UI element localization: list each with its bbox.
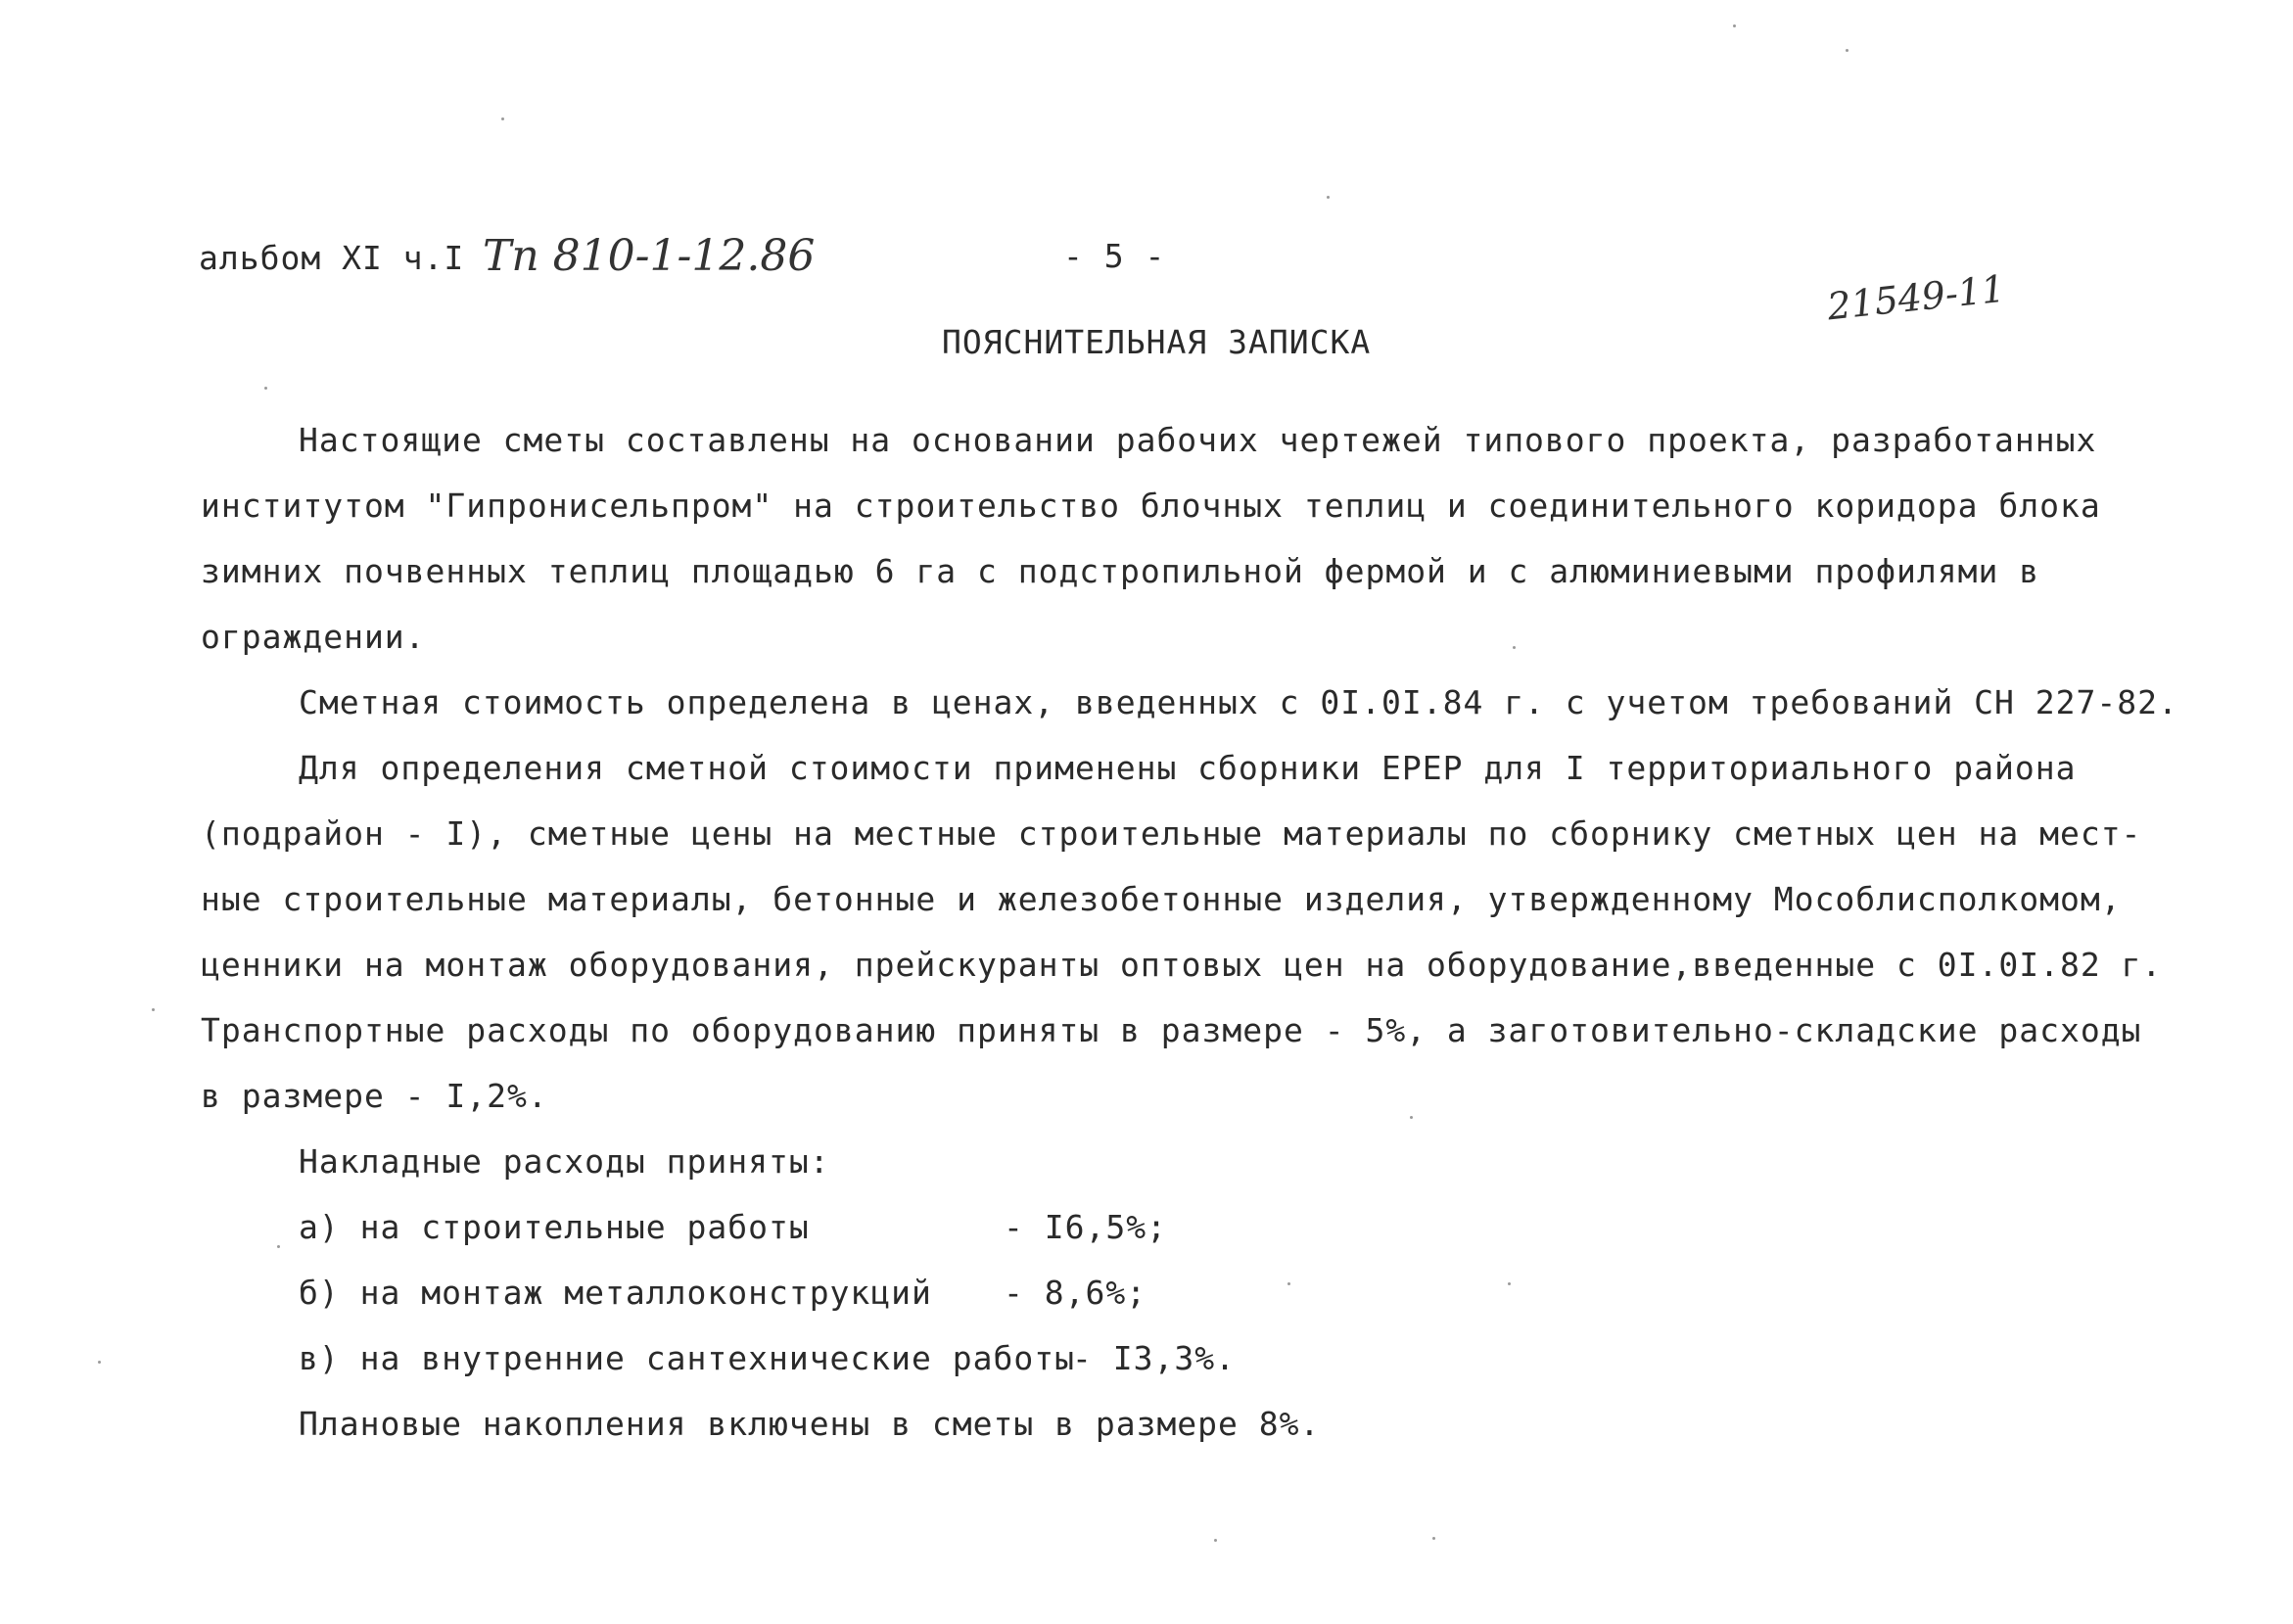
overhead-title: Накладные расходы приняты: (299, 1142, 830, 1181)
paragraph-1-line-1: Настоящие сметы составлены на основании рабочих чертежей типового проекта, разработанных (299, 421, 2097, 459)
scan-speck (1733, 24, 1736, 27)
paragraph-3-line-3: ные строительные материалы, бетонные и железобетонные изделия, утвержденному Мособлисполкомом, (201, 880, 2122, 918)
scan-speck (1846, 49, 1848, 52)
page-number: - 5 - (1063, 237, 1166, 275)
scan-speck (1214, 1539, 1217, 1542)
scan-speck (1287, 1282, 1290, 1285)
paragraph-3-line-4: ценники на монтаж оборудования, прейскуранты оптовых цен на оборудование,введенные с 0I.0I.82 г. (201, 946, 2163, 984)
overhead-item-b-label: б) на монтаж металлоконструкций (299, 1274, 932, 1312)
scan-speck (264, 387, 267, 390)
scan-speck (1327, 196, 1330, 199)
paragraph-1-line-2: институтом "Гипронисельпром" на строительство блочных теплиц и соединительного коридора блока (201, 487, 2101, 525)
scan-speck (1508, 1282, 1511, 1285)
overhead-item-a-label: а) на строительные работы (299, 1208, 810, 1246)
planned-savings-line: Плановые накопления включены в сметы в размере 8%. (299, 1405, 1321, 1443)
registration-number: 21549-11 (1825, 266, 2007, 329)
album-label: альбом XI ч.I (199, 239, 465, 277)
scan-speck (1410, 1116, 1413, 1119)
overhead-item-b-value: - 8,6%; (1004, 1274, 1147, 1312)
paragraph-1-line-3: зимних почвенных теплиц площадью 6 га с подстропильной фермой и с алюминиевыми профилями в (201, 552, 2040, 590)
project-code: Тп 810-1-12.86 (483, 231, 816, 281)
paragraph-3-line-6: в размере - I,2%. (201, 1077, 548, 1115)
overhead-item-c-value: - I3,3%. (1072, 1339, 1236, 1377)
overhead-item-a-value: - I6,5%; (1004, 1208, 1167, 1246)
scan-speck (1432, 1537, 1435, 1540)
scan-speck (501, 117, 504, 120)
paragraph-1-line-4: ограждении. (201, 618, 426, 656)
page-title: ПОЯСНИТЕЛЬНАЯ ЗАПИСКА (942, 323, 1372, 361)
paragraph-3-line-2: (подрайон - I), сметные цены на местные строительные материалы по сборнику сметных цен на мест- (201, 814, 2142, 853)
overhead-item-c-label: в) на внутренние сантехнические работы (299, 1339, 1075, 1377)
scan-speck (98, 1361, 101, 1364)
scan-speck (277, 1245, 280, 1248)
paragraph-3-line-5: Транспортные расходы по оборудованию приняты в размере - 5%, а заготовительно-складские расходы (201, 1011, 2142, 1049)
paragraph-2-line-1: Сметная стоимость определена в ценах, введенных с 0I.0I.84 г. с учетом требований СН 227-82. (299, 683, 2178, 721)
scan-speck (1513, 646, 1516, 649)
paragraph-3-line-1: Для определения сметной стоимости применены сборники ЕРЕР для I территориального района (299, 749, 2077, 787)
scan-speck (152, 1008, 155, 1011)
